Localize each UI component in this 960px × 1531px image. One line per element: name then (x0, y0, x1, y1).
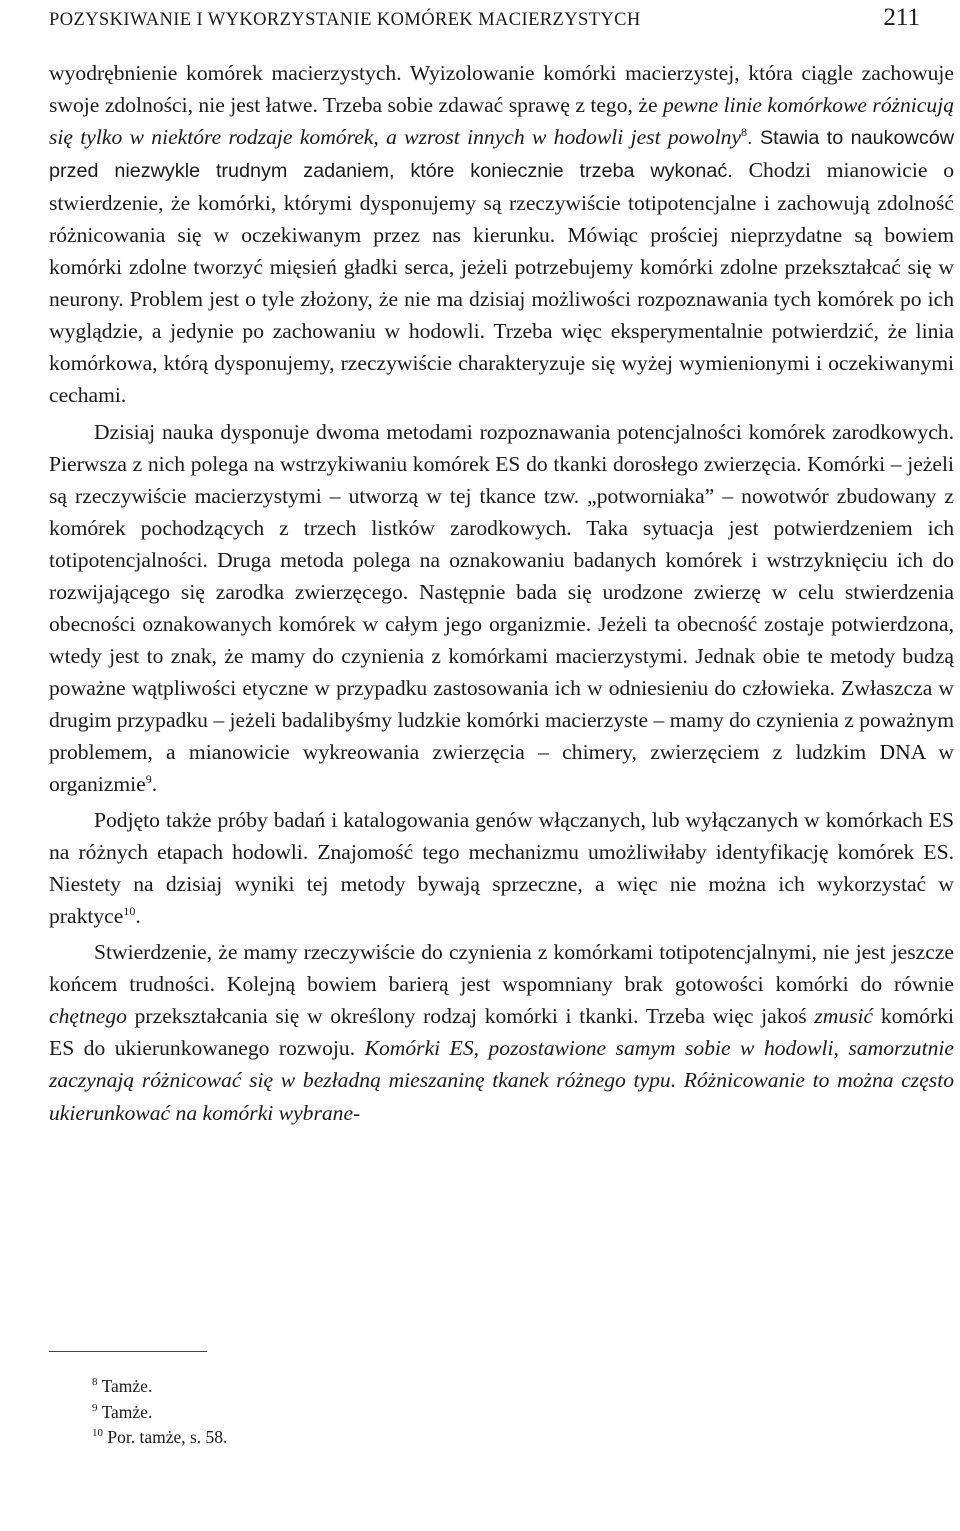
footnote-ref-10: 10 (123, 904, 136, 919)
p4-italic-a: chętnego (49, 1004, 127, 1029)
footnote-separator (49, 1351, 207, 1352)
p2-text: Dzisiaj nauka dysponuje dwoma metodami rozpoznawania potencjalności komórek zarodkowych. Pierwsza z nich polega na wstrzykiwaniu komórek ES do tkanki dorosłego zwierzęcia. Komórki – jeżeli są rzeczywiście macierzystymi – utworzą w tej tkance tzw. „potworniaka” – nowotwór zbudowany z komórek pochodzących z trzech listków zarodkowych. Taka sytuacja jest potwierdzeniem ich totipotencjalności. Druga metoda polega na oznakowaniu badanych komórek i wstrzyknięciu ich do rozwijającego się zarodka zwierzęcego. Następnie bada się urodzone zwierzę w celu stwierdzenia obecności oznakowanych komórek w całym jego organizmie. Jeżeli ta obecność zostaje potwierdzona, wtedy jest to znak, że mamy do czynienia z komórkami macierzystymi. Jednak obie te metody budzą poważne wątpliwości etyczne w przypadku zastosowania ich w odniesieniu do człowieka. Zwłaszcza w drugim przypadku – jeżeli badalibyśmy ludzkie komórki macierzyste – mamy do czynienia z poważnym problemem, a mianowicie wykreowania zwierzęcia – chimery, zwierzęciem z ludzkim DNA w organizmie (49, 419, 954, 797)
p1-text-b: Chodzi mianowicie o stwierdzenie, że komórki, którymi dysponujemy są rzeczywiście totipotencjalne i zachowują zdolność różnicowania się w oczekiwanym przez nas kierunku. Mówiąc prościej nieprzydatne są bowiem komórki zdolne tworzyć mięsień gładki serca, jeżeli potrzebujemy komórki zdolne przekształcać się w neurony. Problem jest o tyle złożony, że nie ma dzisiaj możliwości rozpoznawania tych komórek po ich wyglądzie, a jedynie po zachowaniu w hodowli. Trzeba więc eksperymentalnie potwierdzić, że linia komórkowa, którą dysponujemy, rzeczywiście charakteryzuje się wyżej wymienionymi i oczekiwanymi cechami. (49, 158, 954, 408)
p3-text: Podjęto także próby badań i katalogowania genów włączanych, lub wyłączanych w komórkach ES na różnych etapach hodowli. Znajomość tego mechanizmu umożliwiłaby identyfikację komórek ES. Niestety na dzisiaj wyniki tej metody bywają sprzeczne, a więc nie można ich wykorzystać w praktyce (49, 808, 954, 929)
p4-text-b: przekształcania się w określony rodzaj komórki i tkanki. Trzeba więc jakoś (126, 1004, 815, 1029)
paragraph-3 (49, 804, 954, 932)
footnotes (92, 1374, 227, 1451)
p1-sans-text: . Stawia to naukowców przed niezwykle trudnym zadaniem, które koniecznie trzeba wykonać. (49, 127, 954, 183)
footnote-9 (92, 1400, 227, 1426)
p2-end: . (151, 772, 158, 797)
footnote-number: 9 (92, 1401, 98, 1414)
footnote-8 (92, 1374, 227, 1400)
p1-text-a: wyodrębnienie komórek macierzystych. Wyizolowanie komórki macierzystej, która ciągle zachowuje swoje zdolności, nie jest łatwe. Trzeba sobie zdawać sprawę z tego, że (49, 61, 954, 118)
page-number: 211 (883, 4, 920, 31)
footnote-number: 8 (92, 1376, 98, 1389)
footnote-ref-9: 9 (145, 771, 152, 786)
footnote-ref-8: 8 (741, 124, 748, 139)
p4-italic-c: Komórki ES, pozostawione samym sobie w hodowli, samorzutnie zaczynają różnicować się w bezładną mieszaninę tkanek różnego typu. Różnicowanie to można często ukierunkować na komórki wybrane- (49, 1036, 954, 1125)
page-header (49, 4, 920, 34)
footnote-text: Tamże. (101, 1401, 153, 1422)
p1-italic: pewne linie komórkowe różnicują się tylko w niektóre rodzaje komórek, a wzrost innych w hodowli jest powolny (49, 93, 954, 150)
paragraph-2 (49, 416, 954, 801)
p4-text-c: komórki ES do ukierunkowanego rozwoju. (49, 1004, 954, 1061)
paragraph-4 (49, 936, 954, 1128)
running-head: POZYSKIWANIE I WYKORZYSTANIE KOMÓREK MACIERZYSTYCH (49, 10, 641, 30)
footnote-number: 10 (92, 1427, 103, 1440)
body-text (49, 57, 954, 1129)
footnote-10 (92, 1425, 227, 1451)
footnote-text: Por. tamże, s. 58. (107, 1427, 228, 1447)
p4-text-a: Stwierdzenie, że mamy rzeczywiście do czynienia z komórkami totipotencjalnymi, nie jest jeszcze końcem trudności. Kolejną bowiem barierą jest wspomniany brak gotowości komórki do równie (49, 940, 954, 997)
p4-italic-b: zmusić (814, 1004, 874, 1029)
paragraph-1 (49, 57, 954, 412)
p3-end: . (135, 904, 141, 929)
footnote-text: Tamże. (101, 1376, 153, 1396)
